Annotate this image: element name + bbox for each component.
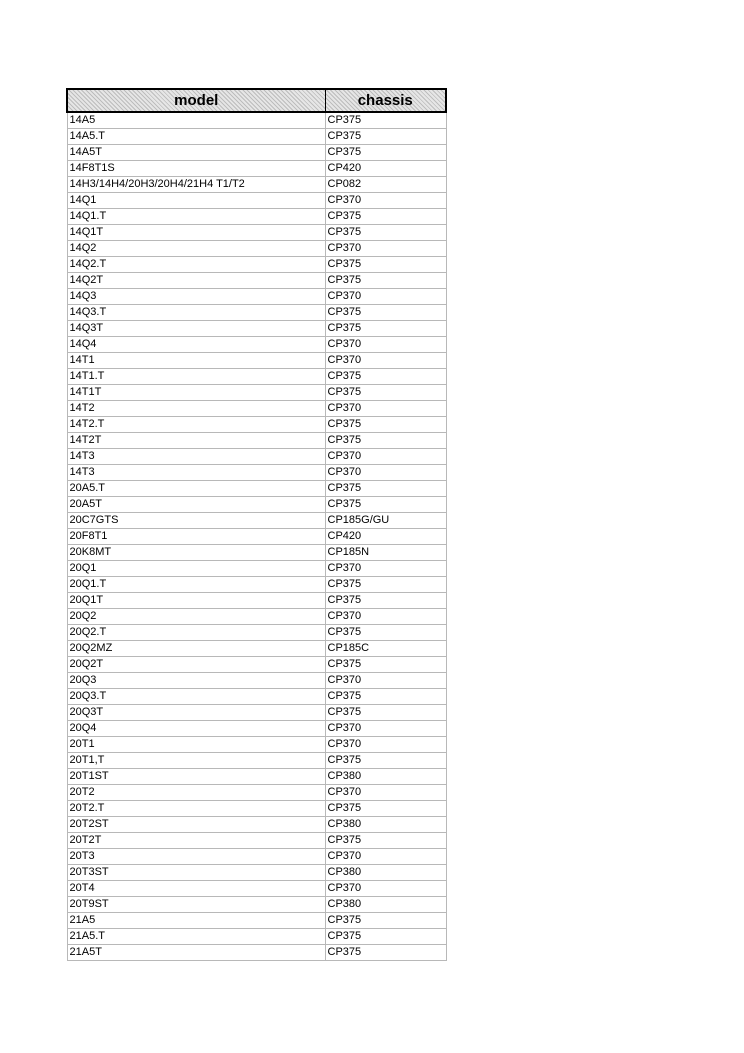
model-cell: 14F8T1S	[67, 161, 325, 177]
model-cell: 14T2T	[67, 433, 325, 449]
model-cell: 14A5.T	[67, 129, 325, 145]
header-row	[67, 89, 446, 112]
chassis-cell: CP375	[325, 385, 446, 401]
model-cell: 14Q2	[67, 241, 325, 257]
chassis-cell: CP375	[325, 225, 446, 241]
chassis-cell: CP370	[325, 337, 446, 353]
chassis-cell: CP375	[325, 625, 446, 641]
table-row	[67, 305, 446, 321]
chassis-cell: CP375	[325, 305, 446, 321]
model-cell: 14A5	[67, 112, 325, 129]
chassis-cell: CP375	[325, 801, 446, 817]
chassis-cell: CP370	[325, 673, 446, 689]
table-row	[67, 609, 446, 625]
chassis-cell: CP380	[325, 817, 446, 833]
model-cell: 20Q2.T	[67, 625, 325, 641]
table-row	[67, 705, 446, 721]
model-cell: 20T3	[67, 849, 325, 865]
model-cell: 14T2	[67, 401, 325, 417]
model-cell: 20Q3.T	[67, 689, 325, 705]
table-row	[67, 145, 446, 161]
chassis-cell: CP375	[325, 257, 446, 273]
table-row	[67, 945, 446, 961]
model-cell: 14Q1	[67, 193, 325, 209]
model-cell: 20F8T1	[67, 529, 325, 545]
table-row	[67, 209, 446, 225]
chassis-cell: CP375	[325, 577, 446, 593]
table-row	[67, 433, 446, 449]
chassis-cell: CP375	[325, 913, 446, 929]
model-cell: 14Q3.T	[67, 305, 325, 321]
table-row	[67, 193, 446, 209]
table-row	[67, 321, 446, 337]
table-row	[67, 721, 446, 737]
table-row	[67, 497, 446, 513]
table-row	[67, 161, 446, 177]
table-row	[67, 833, 446, 849]
model-cell: 20T2.T	[67, 801, 325, 817]
table-row	[67, 881, 446, 897]
chassis-cell: CP185C	[325, 641, 446, 657]
chassis-cell: CP375	[325, 705, 446, 721]
chassis-cell: CP370	[325, 561, 446, 577]
model-cell: 14T3	[67, 465, 325, 481]
table-row	[67, 513, 446, 529]
table-row	[67, 897, 446, 913]
chassis-cell: CP375	[325, 321, 446, 337]
model-cell: 20Q3	[67, 673, 325, 689]
model-cell: 14T1.T	[67, 369, 325, 385]
chassis-cell: CP185N	[325, 545, 446, 561]
model-cell: 20Q2MZ	[67, 641, 325, 657]
table-body	[67, 112, 446, 961]
chassis-cell: CP370	[325, 721, 446, 737]
model-cell: 20Q2T	[67, 657, 325, 673]
model-cell: 20T2T	[67, 833, 325, 849]
model-cell: 20Q2	[67, 609, 325, 625]
chassis-cell: CP380	[325, 897, 446, 913]
table-row	[67, 129, 446, 145]
model-cell: 20Q3T	[67, 705, 325, 721]
chassis-cell: CP420	[325, 161, 446, 177]
table-row	[67, 112, 446, 129]
table-row	[67, 737, 446, 753]
chassis-cell: CP420	[325, 529, 446, 545]
chassis-cell: CP370	[325, 353, 446, 369]
model-cell: 20A5T	[67, 497, 325, 513]
chassis-cell: CP370	[325, 785, 446, 801]
table-row	[67, 465, 446, 481]
table-row	[67, 593, 446, 609]
table-row	[67, 417, 446, 433]
table-row	[67, 929, 446, 945]
model-cell: 14Q2T	[67, 273, 325, 289]
chassis-cell: CP082	[325, 177, 446, 193]
chassis-cell: CP370	[325, 465, 446, 481]
table-row	[67, 673, 446, 689]
model-cell: 14H3/14H4/20H3/20H4/21H4 T1/T2	[67, 177, 325, 193]
chassis-cell: CP375	[325, 657, 446, 673]
model-cell: 14Q4	[67, 337, 325, 353]
model-cell: 14T2.T	[67, 417, 325, 433]
chassis-cell: CP375	[325, 753, 446, 769]
model-cell: 14Q1.T	[67, 209, 325, 225]
table-row	[67, 257, 446, 273]
chassis-cell: CP370	[325, 193, 446, 209]
model-cell: 14Q3	[67, 289, 325, 305]
chassis-cell: CP375	[325, 112, 446, 129]
chassis-cell: CP370	[325, 241, 446, 257]
table-row	[67, 241, 446, 257]
model-cell: 14T3	[67, 449, 325, 465]
chassis-cell: CP370	[325, 609, 446, 625]
chassis-cell: CP380	[325, 865, 446, 881]
chassis-cell: CP370	[325, 737, 446, 753]
chassis-cell: CP370	[325, 401, 446, 417]
table-row	[67, 689, 446, 705]
table-row	[67, 177, 446, 193]
chassis-cell: CP370	[325, 849, 446, 865]
table-row	[67, 385, 446, 401]
table-row	[67, 657, 446, 673]
table-row	[67, 769, 446, 785]
table-row	[67, 545, 446, 561]
table-row	[67, 785, 446, 801]
model-cell: 20T4	[67, 881, 325, 897]
model-cell: 14A5T	[67, 145, 325, 161]
table-row	[67, 801, 446, 817]
chassis-cell: CP375	[325, 593, 446, 609]
chassis-cell: CP375	[325, 417, 446, 433]
table-row	[67, 449, 446, 465]
table-row	[67, 753, 446, 769]
model-cell: 20T2	[67, 785, 325, 801]
model-cell: 14T1	[67, 353, 325, 369]
table-row	[67, 353, 446, 369]
table-row	[67, 529, 446, 545]
model-chassis-table	[66, 88, 447, 961]
model-cell: 21A5T	[67, 945, 325, 961]
model-cell: 20Q1T	[67, 593, 325, 609]
table-row	[67, 337, 446, 353]
chassis-cell: CP185G/GU	[325, 513, 446, 529]
model-cell: 20T9ST	[67, 897, 325, 913]
model-cell: 20T1ST	[67, 769, 325, 785]
table-row	[67, 289, 446, 305]
chassis-cell: CP375	[325, 689, 446, 705]
table-row	[67, 577, 446, 593]
table-row	[67, 369, 446, 385]
model-cell: 21A5	[67, 913, 325, 929]
model-cell: 14Q1T	[67, 225, 325, 241]
model-cell: 20T1,T	[67, 753, 325, 769]
chassis-cell: CP375	[325, 945, 446, 961]
model-cell: 20Q4	[67, 721, 325, 737]
table-row	[67, 273, 446, 289]
chassis-cell: CP375	[325, 433, 446, 449]
chassis-cell: CP375	[325, 209, 446, 225]
model-cell: 20Q1.T	[67, 577, 325, 593]
chassis-cell: CP375	[325, 929, 446, 945]
table-row	[67, 225, 446, 241]
table-row	[67, 625, 446, 641]
chassis-cell: CP375	[325, 369, 446, 385]
chassis-cell: CP380	[325, 769, 446, 785]
model-cell: 21A5.T	[67, 929, 325, 945]
model-cell: 20Q1	[67, 561, 325, 577]
table-row	[67, 641, 446, 657]
model-cell: 20T2ST	[67, 817, 325, 833]
model-chassis-sheet	[66, 88, 445, 961]
model-cell: 20K8MT	[67, 545, 325, 561]
chassis-cell: CP370	[325, 881, 446, 897]
table-row	[67, 913, 446, 929]
model-cell: 14Q3T	[67, 321, 325, 337]
chassis-column-header: chassis	[325, 89, 446, 112]
model-cell: 14T1T	[67, 385, 325, 401]
table-row	[67, 561, 446, 577]
chassis-cell: CP375	[325, 481, 446, 497]
chassis-cell: CP375	[325, 833, 446, 849]
model-cell: 20C7GTS	[67, 513, 325, 529]
chassis-cell: CP375	[325, 497, 446, 513]
model-cell: 20T1	[67, 737, 325, 753]
chassis-cell: CP375	[325, 273, 446, 289]
table-row	[67, 481, 446, 497]
model-cell: 20A5.T	[67, 481, 325, 497]
table-row	[67, 849, 446, 865]
model-column-header: model	[67, 89, 325, 112]
table-row	[67, 817, 446, 833]
chassis-cell: CP370	[325, 289, 446, 305]
table-row	[67, 401, 446, 417]
model-cell: 20T3ST	[67, 865, 325, 881]
table-row	[67, 865, 446, 881]
chassis-cell: CP375	[325, 129, 446, 145]
chassis-cell: CP375	[325, 145, 446, 161]
model-cell: 14Q2.T	[67, 257, 325, 273]
chassis-cell: CP370	[325, 449, 446, 465]
